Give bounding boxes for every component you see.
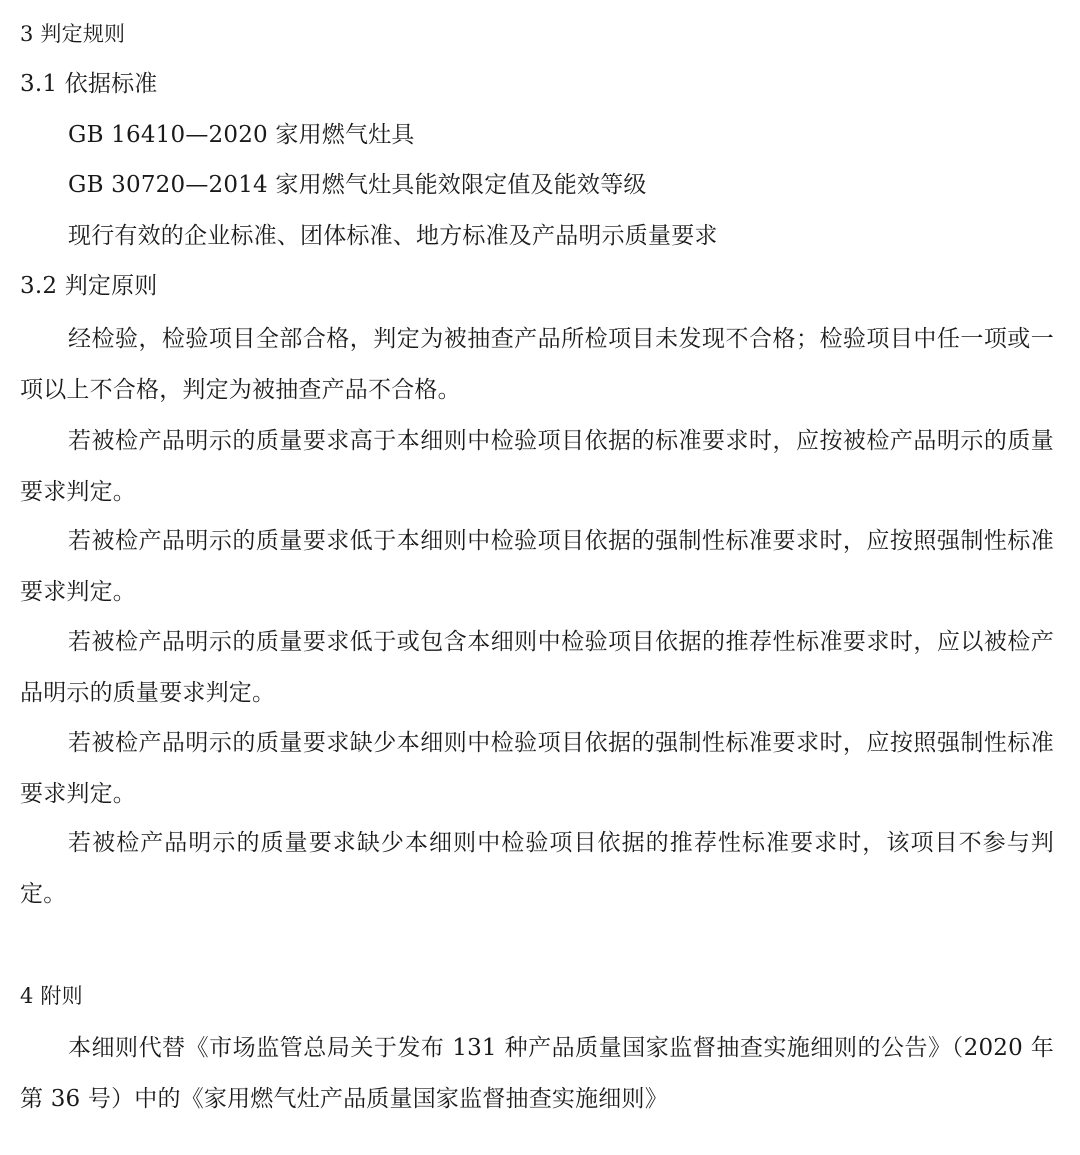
judgement-paragraph: 若被检产品明示的质量要求高于本细则中检验项目依据的标准要求时，应按被检产品明示的质量要求判定。 [20, 428, 1054, 505]
judgement-paragraph: 若被检产品明示的质量要求低于或包含本细则中检验项目依据的推荐性标准要求时，应以被检产品明示的质量要求判定。 [20, 629, 1054, 706]
judgement-paragraph: 若被检产品明示的质量要求缺少本细则中检验项目依据的推荐性标准要求时，该项目不参与判定。 [20, 830, 1054, 907]
section-4-heading: 4 附则 [20, 984, 83, 1008]
standard-item: GB 30720—2014 家用燃气灶具能效限定值及能效等级 [68, 172, 647, 198]
section-3-heading: 3 判定规则 [20, 22, 126, 46]
judgement-paragraph: 经检验，检验项目全部合格，判定为被抽查产品所检项目未发现不合格；检验项目中任一项或一项以上不合格，判定为被抽查产品不合格。 [20, 326, 1054, 403]
standard-item: GB 16410—2020 家用燃气灶具 [68, 122, 415, 148]
judgement-paragraph: 若被检产品明示的质量要求低于本细则中检验项目依据的强制性标准要求时，应按照强制性标准要求判定。 [20, 528, 1054, 605]
section-3-1-heading: 3.1 依据标准 [20, 71, 158, 97]
section-3-2-heading: 3.2 判定原则 [20, 273, 158, 299]
judgement-paragraph: 若被检产品明示的质量要求缺少本细则中检验项目依据的强制性标准要求时，应按照强制性标准要求判定。 [20, 730, 1054, 807]
supplementary-paragraph: 本细则代替《市场监管总局关于发布 131 种产品质量国家监督抽查实施细则的公告》（2020 年第 36 号）中的《家用燃气灶产品质量国家监督抽查实施细则》 [20, 1035, 1054, 1112]
standard-item: 现行有效的企业标准、团体标准、地方标准及产品明示质量要求 [68, 223, 718, 249]
